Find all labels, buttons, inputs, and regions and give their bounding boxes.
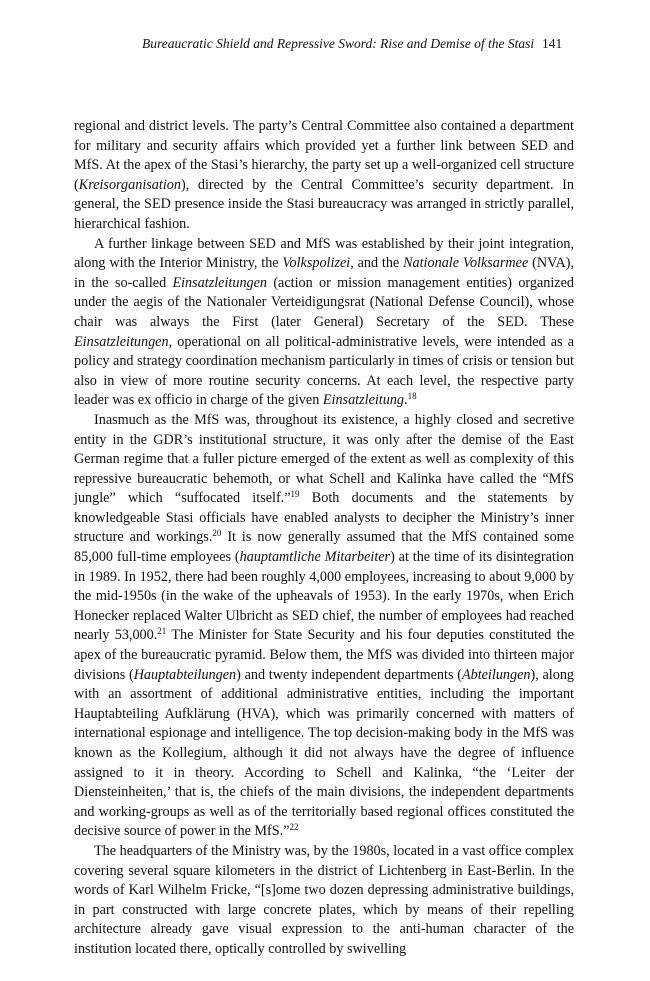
paragraph [74, 842, 574, 960]
text-run: . [404, 392, 408, 409]
text-run: , operational on all political-administrative levels, were intended as a policy and strategy coordination mechanism particularly in times of crisis or tension but also in view of more routine security concerns. At each level, the respective party leader was ex officio in charge of the given [74, 333, 574, 409]
text-run: , and the [350, 255, 404, 272]
text-run: Both documents and the statements by knowledgeable Stasi officials have enabled analysts to decipher the Ministry’s inner structure and workings. [74, 490, 574, 546]
text-run: regional and district levels. The party’s Central Committee also contained a department for military and security affairs which provided yet a further link between SED and MfS. At the apex of the Stasi’s hierarchy, the party set up a well-organized cell structure ( [74, 118, 574, 193]
italic-term: Einsatzleitungen [172, 274, 268, 291]
italic-term: hauptamtliche Mitarbeiter [239, 549, 391, 566]
italic-term: Kreisorganisation [78, 176, 181, 193]
text-run: ) and twenty independent departments ( [236, 666, 462, 683]
italic-term: Einsatzleitungen [74, 333, 169, 350]
paragraph [74, 117, 574, 235]
text-run: Inasmuch as the MfS was, throughout its existence, a highly closed and secretive entity in the GDR’s institutional structure, it was only after the demise of the East German regime that a fuller picture emerged of the extent as well as complexity of this repressive bureaucratic behemoth, or what Schell and Kalinka have called the “MfS jungle” which “suffocated itself.” [74, 411, 574, 507]
text-run: ), along with an assortment of additional administrative entities, including the important Hauptabteiling Aufklärung (HVA), which was primarily concerned with matters of international espionage and intelligence. The top decision-making body in the MfS was known as the Kollegium, although it did not always have the degree of influence assigned to it in theory. According to Schell and Kalinka, “the ‘Leiter der Diensteinheiten,’ that is, the chiefs of the main divisions, the independent departments and working-groups as well as of the territorially based regional offices constituted the decisive source of power in the MfS.” [74, 666, 575, 840]
text-run: It is now generally assumed that the MfS contained some 85,000 full-time employees ( [74, 529, 574, 566]
paragraph [74, 235, 574, 411]
italic-term: Hauptabteilungen [133, 666, 237, 683]
italic-term: Nationale Volksarmee [403, 255, 529, 272]
text-run: A further linkage between SED and MfS was established by their joint integration, along with the Interior Ministry, the [74, 235, 574, 272]
footnote-ref: 22 [289, 822, 299, 833]
text-run: The headquarters of the Ministry was, by the 1980s, located in a vast office complex covering several square kilometers in the district of Lichtenberg in East-Berlin. In the words of Karl Wilhelm Fricke, “[s]ome two dozen depressing administrative buildings, in part constructed with large concrete plates, which by means of their repelling architecture already gave visual expression to the anti-human character of the institution located there, optically controlled by swivelling [74, 842, 574, 957]
text-run: ) at the time of its disintegration in 1989. In 1952, there had been roughly 4,000 employees, increasing to about 9,000 by the mid-1950s (in the wake of the upheavals of 1953). In the early 1970s, when Erich Honecker replaced Walter Ulbricht as SED chief, the number of employees had reached nearly 53,000. [74, 549, 574, 644]
footnote-ref: 21 [157, 626, 167, 637]
text-run: (action or mission management entities) organized under the aegis of the Nationaler Verteidigungsrat (National Defense Council), whose chair was always the First (later General) Secretary of the SED. These [74, 274, 574, 330]
running-title: Bureaucratic Shield and Repressive Sword: Rise and Demise of the Stasi [142, 36, 535, 51]
italic-term: Volkspolizei [282, 255, 351, 272]
body-text [74, 117, 574, 960]
italic-term: Einsatzleitung [322, 392, 405, 409]
footnote-ref: 18 [407, 391, 417, 402]
text-run: (NVA), in the so-called [74, 255, 574, 291]
footnote-ref: 19 [290, 489, 300, 500]
text-run: ), directed by the Central Committee’s security department. In general, the SED presence inside the Stasi bureaucracy was arranged in strictly parallel, hierarchical fashion. [74, 176, 574, 232]
italic-term: Abteilungen [461, 666, 531, 683]
footnote-ref: 20 [212, 528, 222, 539]
text-run: The Minister for State Security and his four deputies constituted the apex of the bureaucratic pyramid. Below them, the MfS was divided into thirteen major divisions ( [74, 627, 574, 683]
page-number: 141 [542, 36, 563, 51]
paragraph [74, 411, 574, 842]
